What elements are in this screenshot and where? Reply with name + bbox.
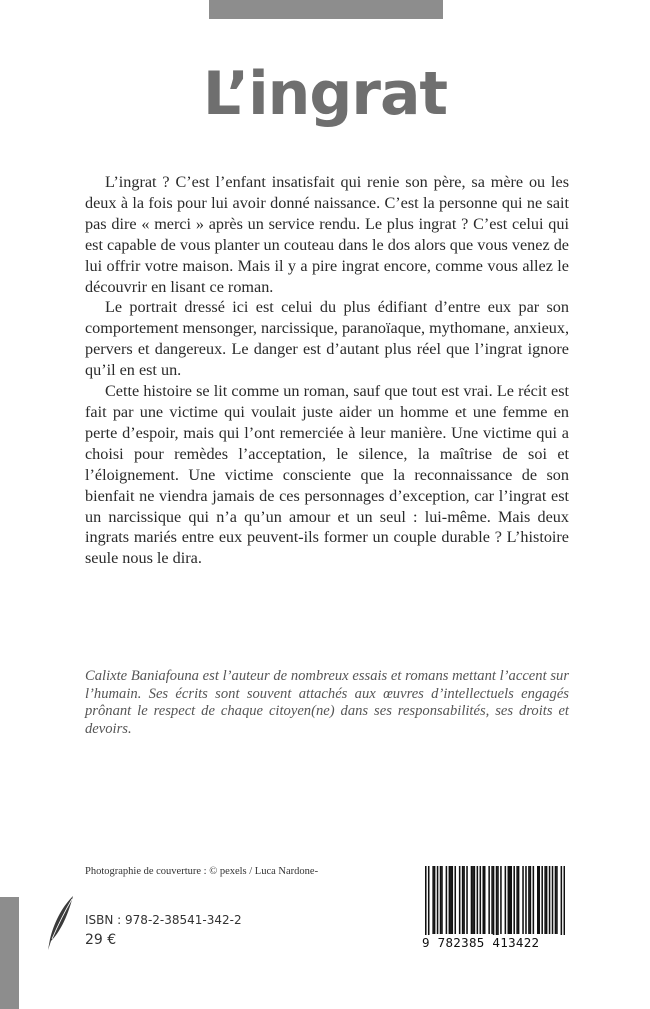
top-accent-bar	[209, 0, 443, 19]
blurb	[85, 172, 569, 569]
barcode-bar	[466, 866, 468, 934]
barcode-bar	[496, 866, 498, 941]
barcode-bar	[459, 866, 461, 934]
barcode-digits: 9 782385 413422	[422, 935, 572, 950]
blurb-paragraph-3: Cette histoire se lit comme un roman, sauf que tout est vrai. Le récit est fait par une victime qui voulait juste aider un homme et une femme en perte d’espoir, mais qui l’ont remerciée à leur manière. Une victime qui a choisi pour remèdes l’acceptation, le silence, la maîtrise de soi et l’éloignement. Une victime consciente que la reconnaissance de son bienfait ne viendra jamais de ces personnages d’exception, car l’ingrat est un narcissique qui n’a qu’un amour et un seul : lui-même. Mais deux ingrats mariés entre eux peuvent-ils former un couple durable ? L’histoire seule nous le dira.	[85, 382, 569, 568]
isbn: ISBN : 978-2-38541-342-2	[85, 913, 242, 927]
barcode-bar	[509, 866, 511, 934]
barcode-bar	[434, 866, 436, 934]
quill-icon	[46, 895, 76, 951]
barcode-bar	[484, 866, 486, 934]
barcode-bar	[544, 866, 546, 934]
barcode-bar	[428, 866, 430, 941]
barcode-bar	[491, 866, 493, 934]
barcode-bar	[488, 866, 490, 934]
barcode-bar	[454, 866, 456, 934]
barcode-bar	[505, 866, 507, 934]
barcode-bar	[440, 866, 442, 934]
barcode-bar	[555, 866, 557, 934]
barcode-bar	[482, 866, 484, 934]
barcode-bar	[564, 866, 565, 941]
barcode-bar	[546, 866, 548, 934]
barcode-bars	[425, 866, 565, 941]
barcode-bar	[533, 866, 535, 934]
barcode-bar	[425, 866, 427, 941]
photo-credit: Photographie de couverture : © pexels / Luca Nardone-	[85, 866, 319, 877]
barcode-bar	[462, 866, 464, 934]
barcode-bar	[477, 866, 479, 934]
barcode-bar	[472, 866, 474, 934]
barcode-bar	[437, 866, 439, 934]
barcode-bar	[516, 866, 518, 934]
barcode-bar	[474, 866, 476, 934]
barcode-bar	[513, 866, 515, 934]
left-accent-strip	[0, 897, 19, 1009]
price: 29 €	[85, 932, 117, 948]
book-title: L’ingrat	[202, 59, 448, 129]
barcode-bar	[508, 866, 510, 934]
barcode-bar	[500, 866, 502, 934]
barcode-bar	[480, 866, 482, 934]
barcode-bar	[497, 866, 499, 941]
barcode-bar	[537, 866, 539, 934]
barcode-bar	[528, 866, 530, 934]
barcode-bar	[450, 866, 452, 934]
barcode-bar	[449, 866, 451, 934]
barcode-bar	[452, 866, 454, 934]
barcode-bar	[518, 866, 520, 934]
barcode-bar	[541, 866, 543, 934]
barcode-bar	[471, 866, 473, 934]
barcode-bar	[493, 866, 495, 941]
barcode-bar	[561, 866, 563, 941]
barcode-bar	[538, 866, 540, 934]
barcode-bar	[552, 866, 554, 934]
barcode-bar	[463, 866, 465, 934]
barcode-bar	[432, 866, 434, 934]
blurb-paragraph-1: L’ingrat ? C’est l’enfant insatisfait qui renie son père, sa mère ou les deux à la fois pour lui avoir donné naissance. C’est la personne qui ne sait pas dire « merci » après un service rendu. Le plus ingrat ? C’est celui qui est capable de vous planter un couteau dans le dos alors que vous venez de lui offrir votre maison. Mais il y a pire ingrat encore, comme vous allez le découvrir en lisant ce roman.	[85, 173, 569, 296]
barcode-bar	[446, 866, 448, 934]
barcode-bar	[522, 866, 524, 934]
barcode-bar	[549, 866, 551, 934]
barcode-bar	[510, 866, 512, 934]
barcode-bar	[530, 866, 532, 934]
author-bio: Calixte Baniafouna est l’auteur de nombreux essais et romans mettant l’accent sur l’humain. Ses écrits sont souvent attachés aux œuvres d’intellectuels engagés prônant le respect de chaque citoyen(ne) dans ses responsabilités, ses droits et devoirs.	[85, 668, 569, 737]
barcode-bar	[525, 866, 527, 934]
barcode-bar	[441, 866, 443, 934]
barcode-bar	[556, 866, 558, 934]
blurb-paragraph-2: Le portrait dressé ici est celui du plus édifiant d’entre eux par son comportement mensonger, narcissique, paranoïaque, mythomane, anxieux, pervers et dangereux. Le danger est d’autant plus réel que l’ingrat ignore qu’il en est un.	[85, 298, 569, 380]
